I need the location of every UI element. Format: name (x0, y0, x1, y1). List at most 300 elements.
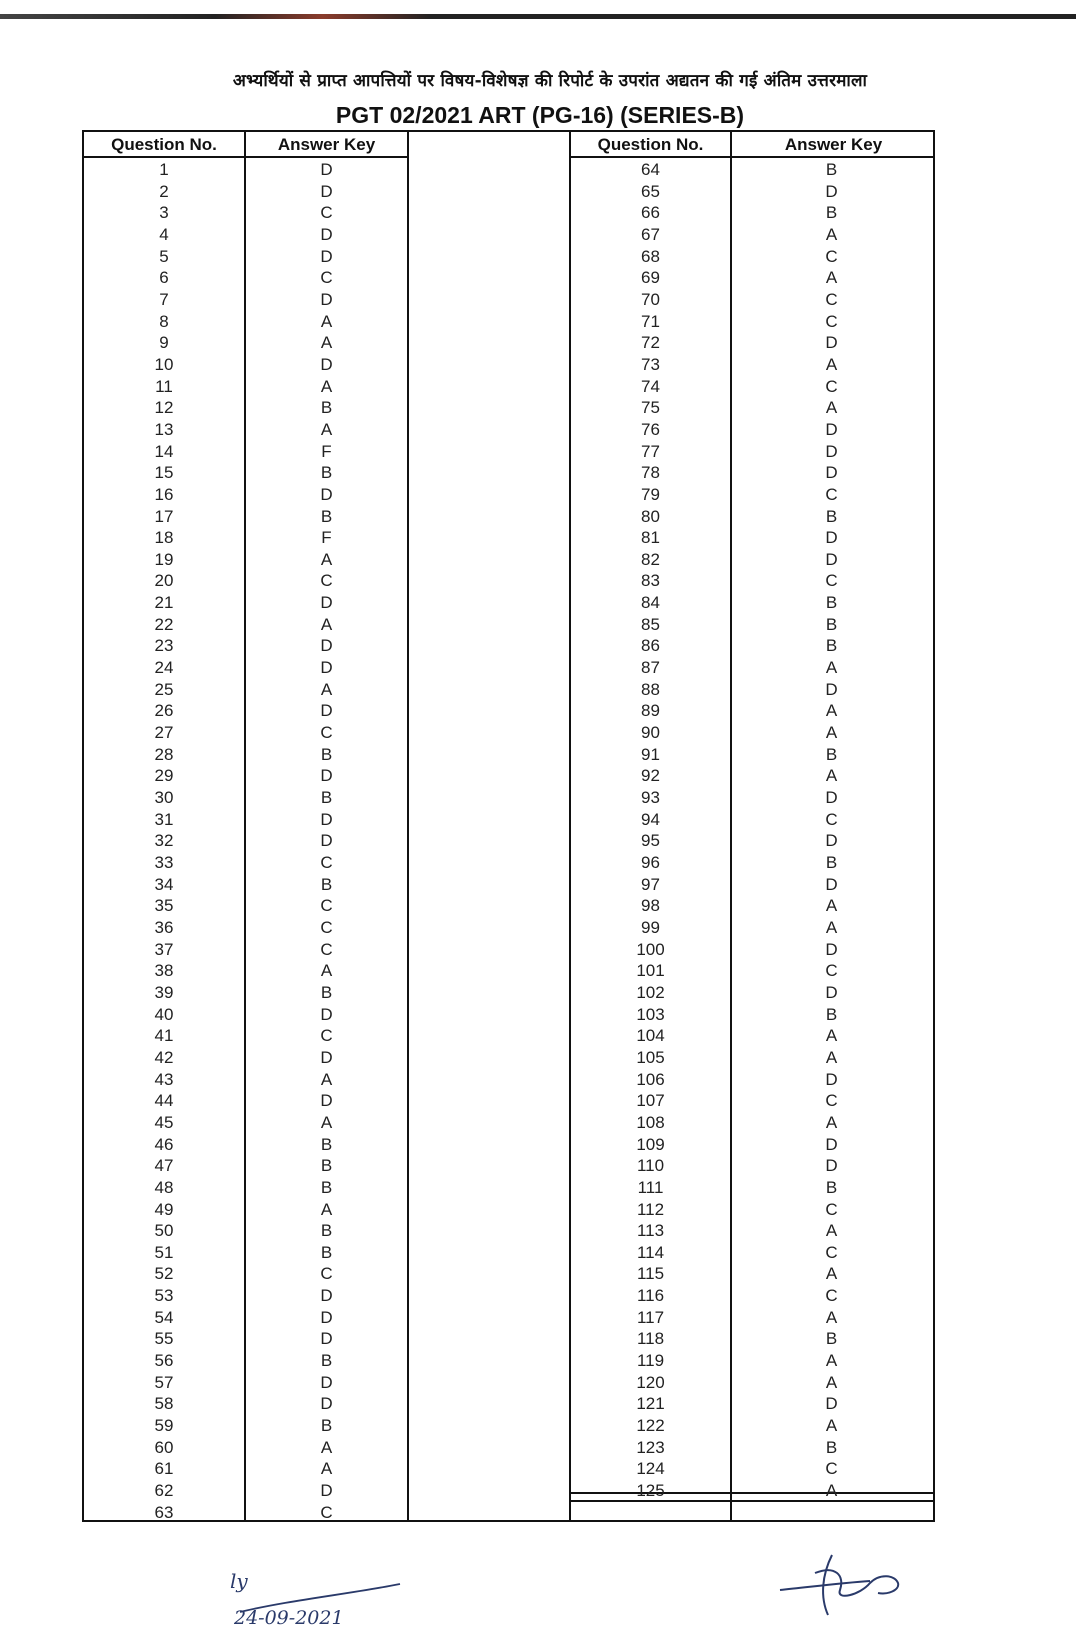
answer-key: A (825, 1264, 838, 1284)
table-row (84, 592, 409, 614)
question-number: 97 (641, 874, 660, 894)
table-row (84, 852, 409, 874)
question-number: 61 (154, 1459, 174, 1479)
question-number: 5 (159, 246, 169, 266)
answer-key: C (320, 1264, 333, 1284)
question-number: 91 (641, 744, 660, 764)
question-number: 44 (154, 1091, 174, 1111)
question-number: 29 (154, 766, 174, 786)
signature-mark-icon (770, 1535, 910, 1625)
answer-key: C (825, 571, 838, 591)
answer-key: C (320, 723, 333, 743)
answer-key: D (320, 1047, 333, 1067)
answer-key: D (825, 1134, 838, 1154)
question-number: 16 (154, 484, 174, 504)
answer-key: D (825, 441, 838, 461)
question-number: 21 (154, 593, 174, 613)
answer-key: B (320, 506, 333, 526)
table-row (84, 376, 409, 398)
answer-key: D (320, 1004, 333, 1024)
question-number: 26 (154, 701, 174, 721)
table-row (84, 1372, 409, 1394)
header-question-right: Question No. (597, 135, 704, 154)
answer-key: D (320, 484, 333, 504)
answer-key: C (825, 1091, 838, 1111)
table-row (571, 397, 933, 419)
answer-key: D (825, 788, 838, 808)
answer-key: D (320, 224, 333, 244)
table-row (571, 960, 933, 982)
answer-key: B (320, 398, 333, 418)
question-number: 77 (641, 441, 660, 461)
answer-key: A (320, 1199, 333, 1219)
answer-key: D (320, 1091, 333, 1111)
question-number: 94 (641, 809, 660, 829)
header-rule-left (84, 156, 409, 158)
answer-key: A (825, 1307, 838, 1327)
answer-key: C (825, 1459, 838, 1479)
table-row (571, 506, 933, 528)
answer-key: B (320, 1134, 333, 1154)
table-row (571, 202, 933, 224)
question-number: 47 (154, 1156, 174, 1176)
table-row (571, 1437, 933, 1459)
question-number: 118 (636, 1329, 665, 1349)
table-row (571, 765, 933, 787)
answer-key: D (320, 1481, 333, 1501)
answer-key: F (321, 441, 332, 461)
question-number: 110 (636, 1156, 665, 1176)
answer-key: B (320, 788, 333, 808)
question-number: 106 (636, 1069, 665, 1089)
answer-key: D (825, 939, 838, 959)
table-row (571, 181, 933, 203)
question-number: 113 (636, 1221, 665, 1241)
question-number: 103 (636, 1004, 665, 1024)
header-answer-right: Answer Key (784, 135, 883, 154)
question-number: 13 (154, 419, 174, 439)
table-row (84, 202, 409, 224)
table-row (84, 570, 409, 592)
answer-key: A (825, 398, 838, 418)
table-row (84, 419, 409, 441)
table-row (571, 657, 933, 679)
question-number: 22 (154, 614, 174, 634)
answer-key: D (320, 181, 333, 201)
table-row (571, 1415, 933, 1437)
answer-key: B (320, 744, 333, 764)
signature-date: 24-09-2021 (234, 1607, 344, 1629)
question-number: 107 (636, 1091, 665, 1111)
table-row (84, 765, 409, 787)
answer-key: A (320, 311, 333, 331)
answer-key: B (320, 1221, 333, 1241)
question-number: 43 (154, 1069, 174, 1089)
question-number: 18 (154, 528, 174, 548)
table-row (84, 311, 409, 333)
table-row (571, 441, 933, 463)
question-number: 89 (641, 701, 660, 721)
answer-key: A (320, 376, 333, 396)
question-number: 40 (154, 1004, 174, 1024)
table-row (571, 744, 933, 766)
answer-key: C (825, 809, 838, 829)
answer-key: C (320, 896, 333, 916)
question-number: 56 (154, 1351, 174, 1371)
question-number: 81 (641, 528, 660, 548)
question-number: 59 (154, 1416, 174, 1436)
answer-key: D (825, 982, 838, 1002)
question-number: 53 (154, 1286, 174, 1306)
table-row (84, 462, 409, 484)
question-number: 75 (641, 398, 660, 418)
question-number: 96 (641, 853, 660, 872)
table-row (571, 1285, 933, 1307)
table-row (571, 700, 933, 722)
signature-stroke-icon (230, 1560, 420, 1630)
table-row (571, 1458, 933, 1480)
table-row (571, 484, 933, 506)
question-number: 69 (641, 268, 660, 288)
answer-key: A (825, 1416, 838, 1436)
signature-initials: ly (230, 1569, 248, 1593)
table-row (84, 1458, 409, 1480)
question-number: 15 (154, 463, 174, 483)
table-row (571, 917, 933, 939)
table-row (571, 1004, 933, 1026)
answer-key: D (825, 831, 838, 851)
table-row (84, 787, 409, 809)
answer-key: C (320, 917, 333, 937)
question-number: 112 (636, 1199, 665, 1219)
question-number: 66 (641, 203, 660, 223)
table-row (571, 1242, 933, 1264)
table-row (84, 484, 409, 506)
table-row (84, 181, 409, 203)
table-row (84, 246, 409, 268)
question-number: 70 (641, 289, 660, 309)
table-row (571, 635, 933, 657)
answer-key: A (320, 1437, 333, 1457)
question-number: 10 (154, 354, 174, 374)
answer-key: D (320, 289, 333, 309)
table-row (571, 939, 933, 961)
answer-key: A (825, 1026, 838, 1046)
answer-key: B (320, 982, 333, 1002)
question-number: 50 (154, 1221, 174, 1241)
table-row (84, 397, 409, 419)
question-number: 30 (154, 788, 174, 808)
question-number: 7 (159, 289, 169, 309)
answer-key: B (320, 1177, 333, 1197)
table-row (571, 1372, 933, 1394)
question-number: 45 (154, 1112, 174, 1132)
table-row (84, 1307, 409, 1329)
table-row (84, 1004, 409, 1026)
table-row (571, 830, 933, 852)
answer-key: B (825, 203, 838, 223)
table-row (84, 1328, 409, 1350)
question-number: 41 (154, 1026, 174, 1046)
table-row (571, 787, 933, 809)
answer-key: C (825, 376, 838, 396)
question-number: 67 (641, 224, 660, 244)
answer-key: A (825, 701, 838, 721)
header-question-left: Question No. (111, 135, 217, 154)
table-row (571, 1047, 933, 1069)
answer-key: C (320, 571, 333, 591)
table-row (571, 1199, 933, 1221)
table-row (84, 1220, 409, 1242)
question-number: 88 (641, 679, 660, 699)
table-row (84, 635, 409, 657)
answer-key: A (320, 419, 333, 439)
table-row (571, 1307, 933, 1329)
table-row (84, 1502, 409, 1524)
table-row (84, 1069, 409, 1091)
right-column (571, 159, 933, 1502)
question-number: 51 (154, 1242, 174, 1262)
question-number: 73 (641, 354, 660, 374)
table-row (84, 809, 409, 831)
answer-key: D (320, 593, 333, 613)
question-number: 125 (636, 1481, 665, 1501)
table-row (571, 1112, 933, 1134)
question-number: 93 (641, 788, 660, 808)
table-row (84, 700, 409, 722)
question-number: 36 (154, 917, 174, 937)
question-number: 104 (636, 1026, 665, 1046)
table-row (84, 960, 409, 982)
question-number: 19 (154, 549, 174, 569)
question-number: 63 (154, 1502, 174, 1522)
question-number: 100 (636, 939, 665, 959)
table-row (84, 1025, 409, 1047)
table-row (571, 809, 933, 831)
question-number: 12 (154, 398, 174, 418)
answer-key: B (320, 463, 333, 483)
question-number: 102 (636, 982, 665, 1002)
question-number: 35 (154, 896, 174, 916)
question-number: 3 (159, 203, 169, 223)
question-number: 52 (154, 1264, 174, 1284)
answer-key: D (320, 658, 333, 678)
question-number: 117 (636, 1307, 665, 1327)
question-number: 48 (154, 1177, 174, 1197)
question-number: 82 (641, 549, 660, 569)
question-number: 80 (641, 506, 660, 526)
question-number: 14 (154, 441, 174, 461)
answer-key: D (320, 1286, 333, 1306)
header-answer-left: Answer Key (277, 135, 376, 154)
table-row (571, 1155, 933, 1177)
question-number: 79 (641, 484, 660, 504)
table-row (571, 1177, 933, 1199)
question-number: 85 (641, 614, 660, 634)
table-row (84, 939, 409, 961)
table-row (571, 852, 933, 874)
question-number: 1 (159, 160, 169, 179)
question-number: 124 (636, 1459, 665, 1479)
question-number: 60 (154, 1437, 174, 1457)
answer-key: A (825, 896, 838, 916)
table-row (571, 1393, 933, 1415)
question-number: 28 (154, 744, 174, 764)
table-row (84, 744, 409, 766)
question-number: 108 (636, 1112, 665, 1132)
question-number: 46 (154, 1134, 174, 1154)
question-number: 87 (641, 658, 660, 678)
table-row (571, 246, 933, 268)
answer-key: D (825, 1156, 838, 1176)
question-number: 65 (641, 181, 660, 201)
answer-key: A (825, 1351, 838, 1371)
answer-key: C (825, 1199, 838, 1219)
answer-key: B (825, 160, 838, 179)
answer-key: B (825, 506, 838, 526)
answer-key: C (320, 203, 333, 223)
table-row (571, 224, 933, 246)
question-number: 6 (159, 268, 169, 288)
question-number: 72 (641, 333, 660, 353)
answer-key: D (320, 831, 333, 851)
question-number: 23 (154, 636, 174, 656)
answer-key: C (825, 289, 838, 309)
question-number: 49 (154, 1199, 174, 1219)
table-row (84, 1480, 409, 1502)
answer-key: B (320, 1156, 333, 1176)
answer-key: D (825, 419, 838, 439)
answer-key: B (825, 593, 838, 613)
answer-key: A (825, 917, 838, 937)
table-row (571, 614, 933, 636)
answer-key: A (825, 224, 838, 244)
table-row (84, 332, 409, 354)
table-row (571, 1090, 933, 1112)
question-number: 109 (636, 1134, 665, 1154)
table-row (84, 657, 409, 679)
answer-key: D (320, 1307, 333, 1327)
table-row (84, 1134, 409, 1156)
answer-key: B (825, 853, 838, 872)
question-number: 122 (636, 1416, 665, 1436)
answer-key: A (825, 658, 838, 678)
question-number: 98 (641, 896, 660, 916)
question-number: 55 (154, 1329, 174, 1349)
answer-key: A (825, 723, 838, 743)
question-number: 64 (641, 160, 660, 179)
answer-key: D (320, 766, 333, 786)
table-row (84, 895, 409, 917)
answer-key: B (320, 1351, 333, 1371)
table-row (571, 462, 933, 484)
question-number: 119 (636, 1351, 665, 1371)
question-number: 38 (154, 961, 174, 981)
table-row (84, 874, 409, 896)
question-number: 121 (636, 1394, 665, 1414)
table-row (84, 1177, 409, 1199)
answer-key: A (825, 766, 838, 786)
table-row (571, 527, 933, 549)
hindi-heading: अभ्यर्थियों से प्राप्त आपत्तियों पर विषय-विशेषज्ञ की रिपोर्ट के उपरांत अद्यतन की गई अंतिम उत्तरमाला (232, 71, 868, 91)
question-number: 101 (636, 961, 665, 981)
answer-key: D (320, 1329, 333, 1349)
table-row (84, 527, 409, 549)
question-number: 33 (154, 853, 174, 872)
answer-key: D (825, 333, 838, 353)
table-row (571, 311, 933, 333)
table-row (84, 1350, 409, 1372)
answer-key: C (825, 1242, 838, 1262)
table-row (84, 614, 409, 636)
question-number: 54 (154, 1307, 174, 1327)
answer-key: A (320, 549, 333, 569)
answer-key: D (825, 874, 838, 894)
answer-key: A (825, 1047, 838, 1067)
answer-key: A (825, 1221, 838, 1241)
answer-key: B (320, 1416, 333, 1436)
answer-key: C (825, 484, 838, 504)
answer-key: D (320, 246, 333, 266)
table-row (571, 419, 933, 441)
table-row (571, 332, 933, 354)
question-number: 99 (641, 917, 660, 937)
question-number: 74 (641, 376, 660, 396)
question-number: 86 (641, 636, 660, 656)
answer-key: A (825, 1372, 838, 1392)
table-row (571, 570, 933, 592)
table-row (571, 874, 933, 896)
table-row (84, 506, 409, 528)
table-row (571, 267, 933, 289)
answer-key: A (320, 1459, 333, 1479)
question-number: 90 (641, 723, 660, 743)
table-row (84, 267, 409, 289)
question-number: 105 (636, 1047, 665, 1067)
question-number: 4 (159, 224, 169, 244)
question-number: 57 (154, 1372, 174, 1392)
table-row (571, 1025, 933, 1047)
top-rule (0, 14, 1076, 19)
answer-key: B (825, 614, 838, 634)
question-number: 39 (154, 982, 174, 1002)
answer-key: A (825, 1112, 838, 1132)
question-number: 58 (154, 1394, 174, 1414)
table-row (84, 1242, 409, 1264)
answer-key: D (825, 181, 838, 201)
answer-key: C (825, 961, 838, 981)
answer-key: D (320, 1372, 333, 1392)
question-number: 17 (154, 506, 174, 526)
question-number: 78 (641, 463, 660, 483)
question-number: 37 (154, 939, 174, 959)
question-number: 8 (159, 311, 169, 331)
answer-key: D (825, 1394, 838, 1414)
table-row (84, 1112, 409, 1134)
answer-key: B (825, 636, 838, 656)
answer-key: D (825, 463, 838, 483)
table-row (84, 1047, 409, 1069)
table-row (84, 1155, 409, 1177)
answer-key: A (825, 268, 838, 288)
answer-key: C (320, 939, 333, 959)
table-row (84, 289, 409, 311)
answer-key: B (825, 744, 838, 764)
answer-key: D (320, 160, 333, 179)
answer-key: C (320, 853, 333, 872)
question-number: 2 (159, 181, 169, 201)
answer-key: A (320, 961, 333, 981)
